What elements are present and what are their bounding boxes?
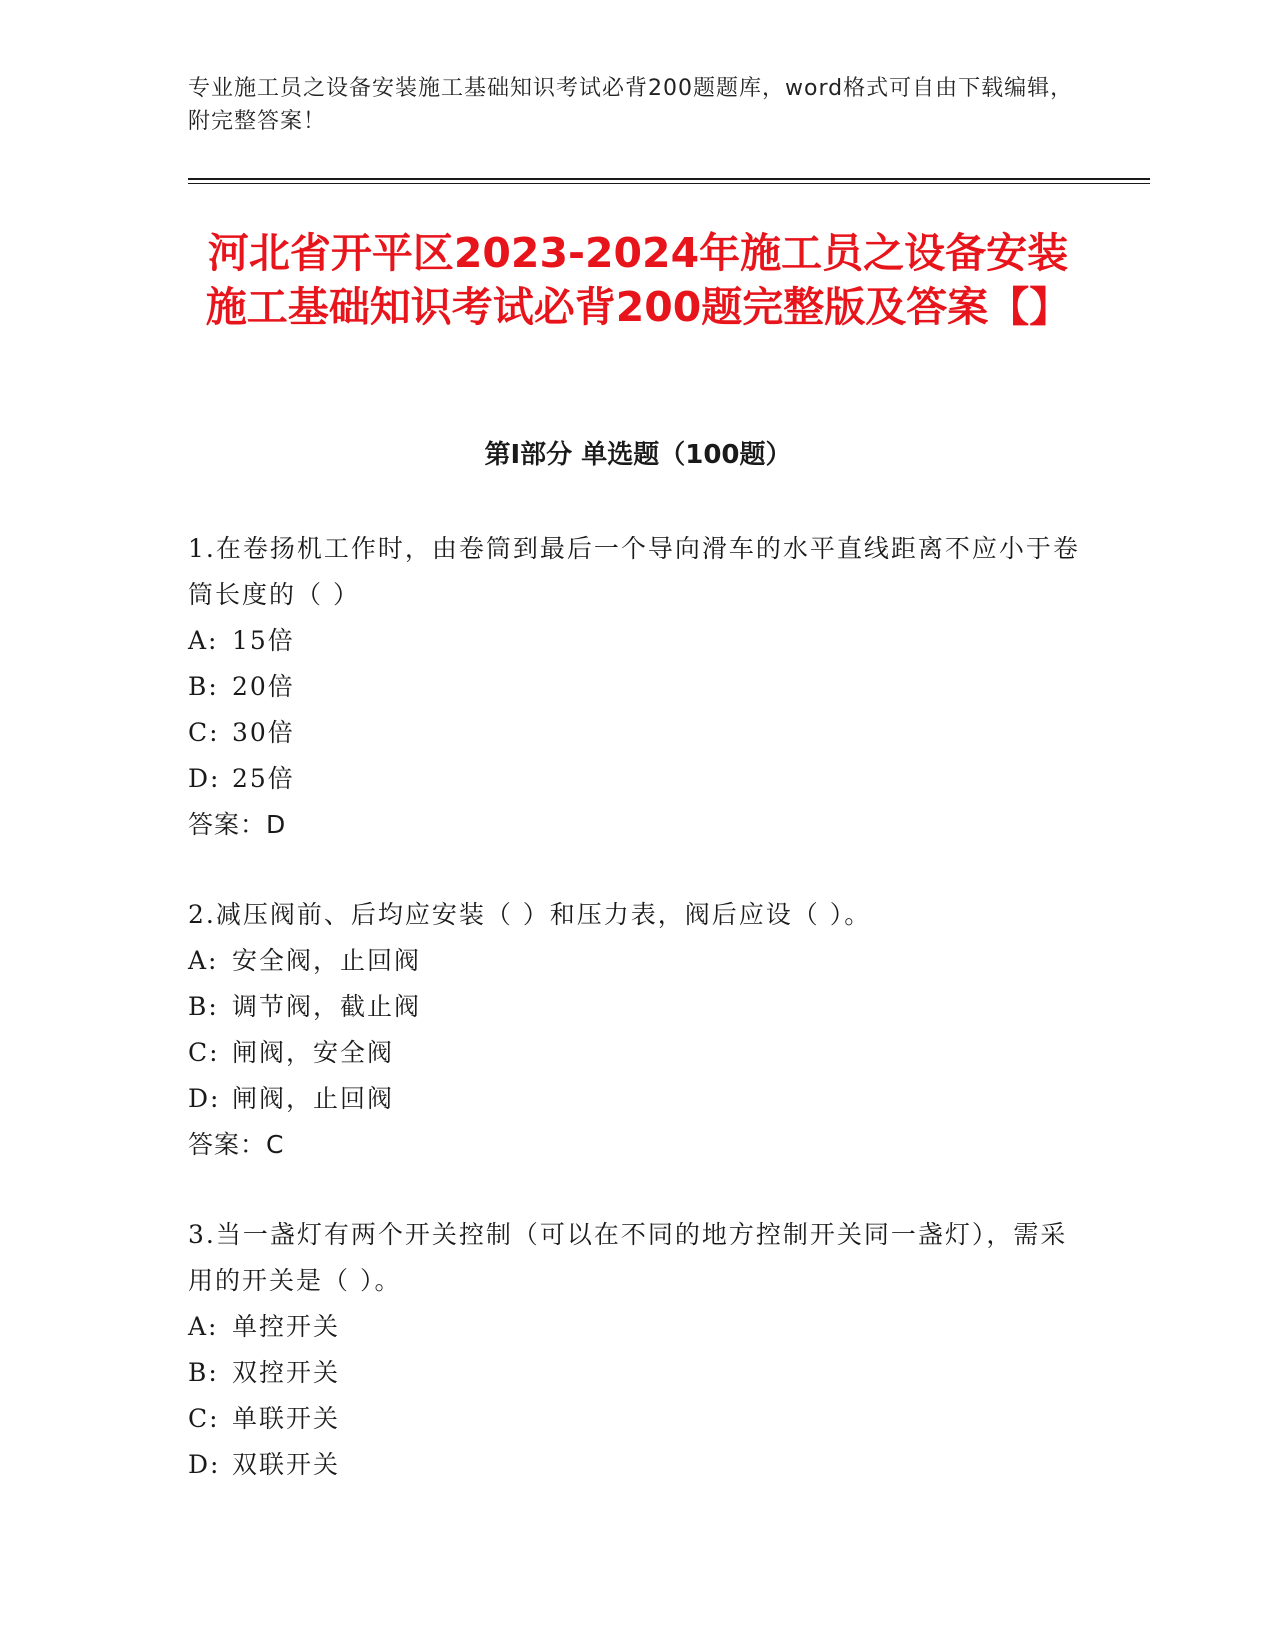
option-text: 15倍 — [232, 626, 295, 655]
option-letter: A: — [188, 1312, 219, 1341]
option-text: 30倍 — [232, 718, 295, 747]
option-text: 闸阀，止回阀 — [232, 1084, 395, 1113]
option-letter: D: — [188, 1084, 221, 1113]
option-a — [188, 938, 1088, 984]
option-letter: B: — [188, 672, 219, 701]
question-2 — [188, 892, 1088, 1168]
option-a — [188, 1304, 1088, 1350]
question-1 — [188, 526, 1088, 848]
option-c — [188, 1396, 1088, 1442]
option-text: 单控开关 — [232, 1312, 341, 1341]
question-stem: 3.当一盏灯有两个开关控制（可以在不同的地方控制开关同一盏灯），需采用的开关是（ ）。 — [188, 1220, 1068, 1295]
option-b — [188, 984, 1088, 1030]
option-c — [188, 710, 1088, 756]
option-letter: A: — [188, 946, 219, 975]
question-list — [188, 526, 1088, 1532]
option-letter: A: — [188, 626, 219, 655]
section-heading: 第Ⅰ部分 单选题（100题） — [484, 440, 792, 470]
option-letter: B: — [188, 1358, 219, 1387]
question-stem: 2.减压阀前、后均应安装（ ）和压力表，阀后应设（ ）。 — [188, 900, 872, 929]
option-letter: D: — [188, 764, 221, 793]
option-letter: C: — [188, 1404, 220, 1433]
option-b — [188, 664, 1088, 710]
question-3 — [188, 1212, 1088, 1488]
option-text: 双控开关 — [232, 1358, 341, 1387]
option-d — [188, 756, 1088, 802]
option-text: 双联开关 — [232, 1450, 341, 1479]
option-text: 闸阀，安全阀 — [232, 1038, 395, 1067]
option-b — [188, 1350, 1088, 1396]
option-d — [188, 1076, 1088, 1122]
header-rule-thick — [188, 178, 1150, 180]
option-a — [188, 618, 1088, 664]
option-text: 安全阀，止回阀 — [232, 946, 422, 975]
option-letter: B: — [188, 992, 219, 1021]
option-c — [188, 1030, 1088, 1076]
option-text: 25倍 — [232, 764, 295, 793]
option-letter: D: — [188, 1450, 221, 1479]
option-letter: C: — [188, 1038, 220, 1067]
question-stem: 1.在卷扬机工作时，由卷筒到最后一个导向滑车的水平直线距离不应小于卷筒长度的（ ） — [188, 534, 1080, 609]
header-rule-thin — [188, 183, 1150, 184]
header-note: 专业施工员之设备安装施工基础知识考试必背200题题库，word格式可自由下载编辑，附完整答案！ — [188, 76, 1074, 134]
option-text: 调节阀，截止阀 — [232, 992, 422, 1021]
option-text: 单联开关 — [232, 1404, 341, 1433]
option-text: 20倍 — [232, 672, 295, 701]
option-d — [188, 1442, 1088, 1488]
option-letter: C: — [188, 718, 220, 747]
answer-line: 答案：C — [188, 1130, 285, 1159]
document-title: 河北省开平区2023-2024年施工员之设备安装施工基础知识考试必背200题完整版及答案【】 — [205, 229, 1071, 331]
answer-line: 答案：D — [188, 810, 287, 839]
